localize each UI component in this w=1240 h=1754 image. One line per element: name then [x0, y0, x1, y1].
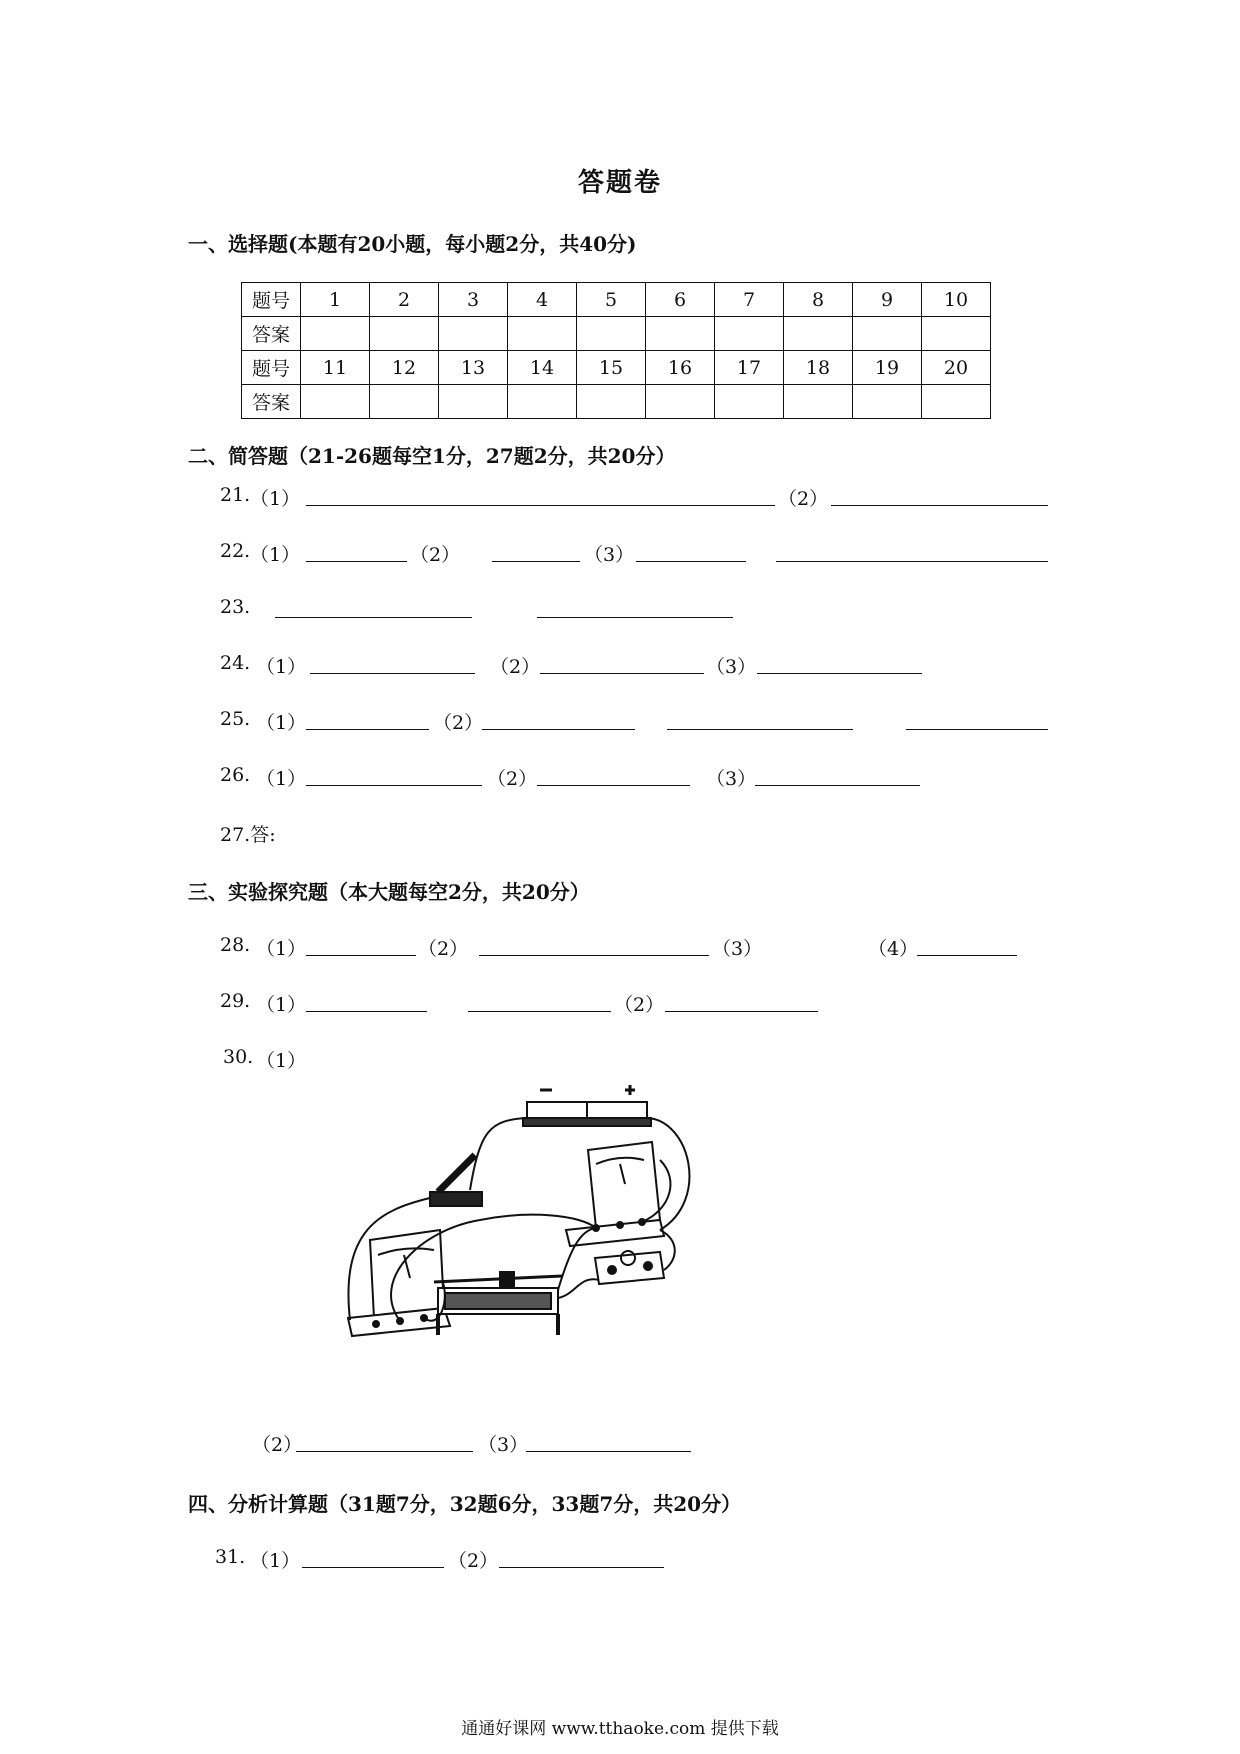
question-number-cell: 15 — [577, 351, 646, 385]
answer-blank[interactable] — [526, 1451, 691, 1452]
table-header-cell: 答案 — [242, 317, 301, 351]
answer-blank[interactable] — [306, 505, 775, 506]
question-26-number: 26. — [220, 764, 251, 786]
blank-label-3: （3） — [706, 768, 757, 790]
answer-blank[interactable] — [296, 1451, 473, 1452]
table-row — [242, 317, 991, 351]
answer-blank[interactable] — [917, 955, 1017, 956]
answer-cell[interactable] — [715, 317, 784, 351]
question-24-number: 24. — [220, 652, 251, 674]
answer-cell[interactable] — [301, 385, 370, 419]
question-27-number: 27.答: — [220, 824, 276, 846]
answer-blank[interactable] — [468, 1011, 611, 1012]
blank-label-2: （2） — [614, 994, 665, 1016]
question-number-cell: 3 — [439, 283, 508, 317]
answer-blank[interactable] — [482, 729, 635, 730]
answer-cell[interactable] — [370, 317, 439, 351]
answer-cell[interactable] — [646, 317, 715, 351]
blank-label-2: （2） — [490, 656, 541, 678]
blank-label-3: （3） — [584, 544, 635, 566]
blank-label-2: （2） — [448, 1550, 499, 1572]
table-row — [242, 283, 991, 317]
answer-blank[interactable] — [306, 561, 407, 562]
question-number-cell: 18 — [784, 351, 853, 385]
answer-cell[interactable] — [922, 317, 991, 351]
answer-cell[interactable] — [439, 317, 508, 351]
blank-label-1: （1） — [250, 488, 301, 510]
section-2-heading: 二、简答题（21-26题每空1分，27题2分，共20分） — [188, 444, 676, 468]
answer-cell[interactable] — [439, 385, 508, 419]
blank-label-1: （1） — [250, 544, 301, 566]
blank-label-2: （2） — [410, 544, 461, 566]
answer-blank[interactable] — [499, 1567, 664, 1568]
blank-label-3: （3） — [712, 938, 763, 960]
answer-cell[interactable] — [577, 385, 646, 419]
switch-icon — [430, 1155, 482, 1206]
blank-label-4: （4） — [868, 938, 919, 960]
blank-label-3: （3） — [478, 1434, 529, 1456]
question-number-cell: 9 — [853, 283, 922, 317]
answer-cell[interactable] — [853, 385, 922, 419]
answer-blank[interactable] — [275, 617, 472, 618]
answer-cell[interactable] — [784, 385, 853, 419]
question-number-cell: 6 — [646, 283, 715, 317]
answer-cell[interactable] — [646, 385, 715, 419]
table-header-cell: 题号 — [242, 351, 301, 385]
rheostat-icon — [434, 1272, 562, 1335]
answer-blank[interactable] — [540, 673, 704, 674]
answer-cell[interactable] — [784, 317, 853, 351]
page-title: 答题卷 — [577, 168, 662, 198]
voltmeter-icon — [566, 1142, 664, 1246]
lamp-icon — [595, 1251, 664, 1284]
answer-blank[interactable] — [306, 955, 416, 956]
table-header-cell: 题号 — [242, 283, 301, 317]
question-31-number: 31. — [215, 1546, 246, 1568]
answer-cell[interactable] — [715, 385, 784, 419]
blank-label-1: （1） — [256, 994, 307, 1016]
answer-blank[interactable] — [831, 505, 1048, 506]
answer-blank[interactable] — [906, 729, 1048, 730]
blank-label-2: （2） — [487, 768, 538, 790]
blank-label-2: （2） — [433, 712, 484, 734]
answer-blank[interactable] — [306, 785, 482, 786]
blank-label-2: （2） — [418, 938, 469, 960]
answer-blank[interactable] — [755, 785, 920, 786]
question-number-cell: 11 — [301, 351, 370, 385]
question-number-cell: 5 — [577, 283, 646, 317]
answer-cell[interactable] — [508, 317, 577, 351]
blank-label-1: （1） — [250, 1550, 301, 1572]
question-number-cell: 16 — [646, 351, 715, 385]
answer-blank[interactable] — [636, 561, 746, 562]
answer-table — [241, 282, 991, 419]
answer-blank[interactable] — [776, 561, 1048, 562]
question-number-cell: 12 — [370, 351, 439, 385]
question-number-cell: 20 — [922, 351, 991, 385]
blank-label-1: （1） — [256, 656, 307, 678]
question-number-cell: 13 — [439, 351, 508, 385]
question-number-cell: 17 — [715, 351, 784, 385]
blank-label-1: （1） — [256, 768, 307, 790]
table-row — [242, 385, 991, 419]
question-28-number: 28. — [220, 934, 251, 956]
answer-blank[interactable] — [306, 729, 429, 730]
answer-blank[interactable] — [306, 1011, 427, 1012]
question-number-cell: 19 — [853, 351, 922, 385]
blank-label-1: （1） — [256, 938, 307, 960]
answer-blank[interactable] — [310, 673, 475, 674]
answer-cell[interactable] — [922, 385, 991, 419]
question-29-number: 29. — [220, 990, 251, 1012]
question-number-cell: 4 — [508, 283, 577, 317]
answer-blank[interactable] — [667, 729, 853, 730]
question-23-number: 23. — [220, 596, 251, 618]
battery-icon — [523, 1085, 651, 1126]
question-21-number: 21. — [220, 484, 251, 506]
answer-cell[interactable] — [301, 317, 370, 351]
answer-cell[interactable] — [577, 317, 646, 351]
question-number-cell: 2 — [370, 283, 439, 317]
question-number-cell: 8 — [784, 283, 853, 317]
answer-blank[interactable] — [302, 1567, 444, 1568]
section-4-heading: 四、分析计算题（31题7分，32题6分，33题7分，共20分） — [188, 1492, 742, 1516]
table-row — [242, 351, 991, 385]
answer-cell[interactable] — [370, 385, 439, 419]
blank-label-2: （2） — [778, 488, 829, 510]
answer-blank[interactable] — [537, 617, 733, 618]
question-number-cell: 10 — [922, 283, 991, 317]
blank-label-2: （2） — [252, 1434, 303, 1456]
question-30-number: 30. — [223, 1046, 254, 1068]
blank-label-1: （1） — [256, 1050, 307, 1072]
answer-blank[interactable] — [757, 673, 922, 674]
table-header-cell: 答案 — [242, 385, 301, 419]
question-25-number: 25. — [220, 708, 251, 730]
page-footer: 通通好课网 www.tthaoke.com 提供下载 — [461, 1719, 779, 1739]
question-number-cell: 14 — [508, 351, 577, 385]
question-number-cell: 1 — [301, 283, 370, 317]
blank-label-3: （3） — [706, 656, 757, 678]
question-22-number: 22. — [220, 540, 251, 562]
section-3-heading: 三、实验探究题（本大题每空2分，共20分） — [188, 880, 590, 904]
question-number-cell: 7 — [715, 283, 784, 317]
answer-blank[interactable] — [537, 785, 690, 786]
answer-blank[interactable] — [492, 561, 580, 562]
section-1-heading: 一、选择题(本题有20小题，每小题2分，共40分) — [188, 232, 637, 256]
answer-blank[interactable] — [479, 955, 709, 956]
answer-blank[interactable] — [665, 1011, 818, 1012]
answer-cell[interactable] — [508, 385, 577, 419]
blank-label-1: （1） — [256, 712, 307, 734]
answer-cell[interactable] — [853, 317, 922, 351]
circuit-diagram-figure — [330, 1080, 750, 1360]
